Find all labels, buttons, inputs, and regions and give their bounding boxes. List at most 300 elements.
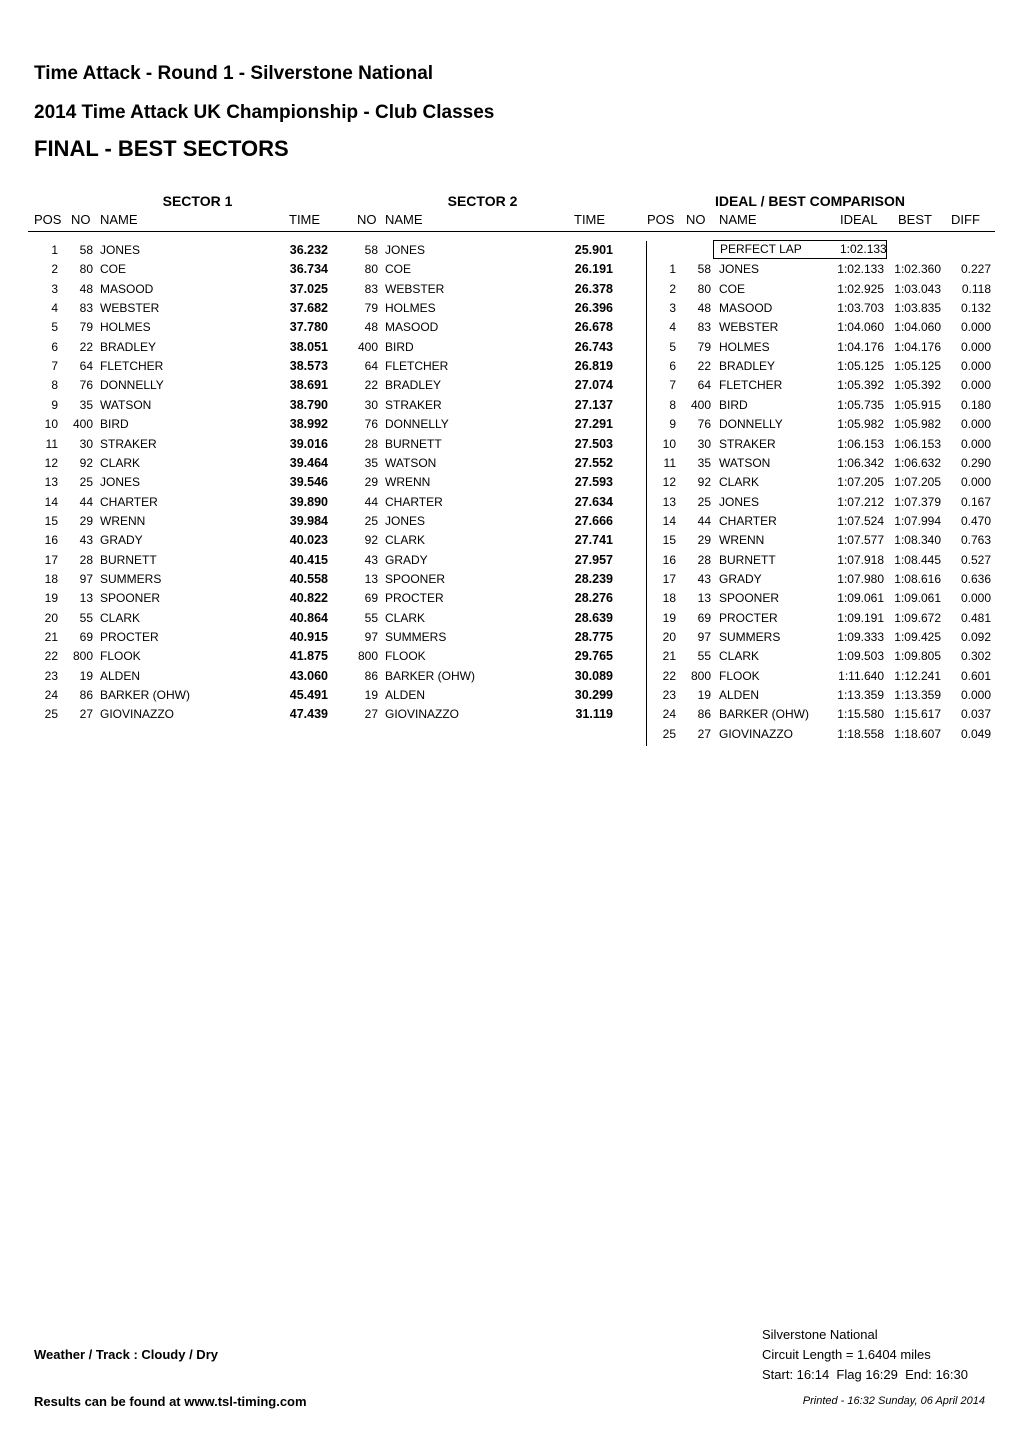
diff-cell: 0.049 bbox=[960, 726, 991, 741]
sector1-time-cell: 41.875 bbox=[289, 649, 328, 664]
driver-name-cell: GIOVINAZZO bbox=[385, 707, 460, 722]
car-number-cell: 44 bbox=[79, 494, 93, 509]
ideal-row bbox=[0, 454, 1024, 473]
sector2-time-cell: 27.291 bbox=[574, 417, 613, 432]
results-link: Results can be found at www.tsl-timing.com bbox=[34, 1394, 307, 1409]
car-number-cell: 92 bbox=[697, 475, 711, 490]
car-number-cell: 86 bbox=[79, 688, 93, 703]
ideal-row bbox=[0, 589, 1024, 608]
car-number-cell: 55 bbox=[697, 649, 711, 664]
car-number-cell: 28 bbox=[79, 552, 93, 567]
driver-name-cell: JONES bbox=[100, 243, 141, 257]
car-number-cell: 55 bbox=[364, 610, 378, 625]
position-cell: 1 bbox=[51, 243, 58, 257]
sector2-time-cell: 26.396 bbox=[574, 301, 613, 316]
position-cell: 15 bbox=[662, 533, 676, 548]
ideal-row bbox=[0, 512, 1024, 531]
driver-name-cell: CHARTER bbox=[385, 494, 443, 509]
position-cell: 4 bbox=[51, 301, 58, 316]
car-number-cell: 800 bbox=[690, 668, 711, 683]
car-number-cell: 58 bbox=[697, 262, 711, 277]
driver-name-cell: BURNETT bbox=[100, 552, 157, 567]
car-number-cell: 48 bbox=[364, 320, 378, 335]
car-number-cell: 86 bbox=[364, 668, 378, 683]
sector2-time-cell: 25.901 bbox=[574, 243, 613, 257]
car-number-cell: 92 bbox=[364, 533, 378, 548]
diff-cell: 0.167 bbox=[960, 494, 991, 509]
best-time-cell: 1:13.359 bbox=[894, 688, 941, 703]
driver-name-cell: MASOOD bbox=[385, 320, 439, 335]
col-header-name-s2: NAME bbox=[385, 212, 423, 227]
car-number-cell: 30 bbox=[697, 436, 711, 451]
position-cell: 9 bbox=[669, 417, 676, 432]
driver-name-cell: ALDEN bbox=[719, 688, 760, 703]
perfect-lap-value: 1:02.133 bbox=[840, 242, 887, 256]
position-cell: 25 bbox=[44, 707, 58, 722]
best-time-cell: 1:07.379 bbox=[894, 494, 941, 509]
driver-name-cell: CHARTER bbox=[100, 494, 158, 509]
diff-cell: 0.470 bbox=[960, 513, 991, 528]
ideal-row bbox=[0, 396, 1024, 415]
diff-cell: 0.180 bbox=[960, 397, 991, 412]
driver-name-cell: STRAKER bbox=[100, 436, 157, 451]
best-time-cell: 1:06.153 bbox=[894, 436, 941, 451]
car-number-cell: 13 bbox=[79, 591, 93, 606]
position-cell: 19 bbox=[44, 591, 58, 606]
car-number-cell: 80 bbox=[364, 262, 378, 277]
ideal-time-cell: 1:06.342 bbox=[837, 455, 884, 470]
driver-name-cell: MASOOD bbox=[719, 301, 773, 316]
best-time-cell: 1:07.205 bbox=[894, 475, 941, 490]
diff-cell: 0.000 bbox=[960, 417, 991, 432]
sector1-time-cell: 40.558 bbox=[289, 571, 328, 586]
sector2-time-cell: 26.378 bbox=[574, 281, 613, 296]
driver-name-cell: FLOOK bbox=[385, 649, 426, 664]
header-rule bbox=[28, 231, 995, 232]
ideal-time-cell: 1:07.577 bbox=[837, 533, 884, 548]
car-number-cell: 69 bbox=[697, 610, 711, 625]
position-cell: 13 bbox=[662, 494, 676, 509]
car-number-cell: 19 bbox=[697, 688, 711, 703]
ideal-time-cell: 1:03.703 bbox=[837, 301, 884, 316]
sector1-time-cell: 37.025 bbox=[289, 281, 328, 296]
best-time-cell: 1:03.043 bbox=[894, 281, 941, 296]
driver-name-cell: HOLMES bbox=[100, 320, 151, 335]
car-number-cell: 79 bbox=[79, 320, 93, 335]
sector2-time-cell: 28.276 bbox=[574, 591, 613, 606]
sector2-time-cell: 28.639 bbox=[574, 610, 613, 625]
driver-name-cell: BRADLEY bbox=[385, 378, 442, 393]
driver-name-cell: SUMMERS bbox=[385, 630, 447, 644]
sector2-time-cell: 28.775 bbox=[574, 630, 613, 644]
position-cell: 12 bbox=[662, 475, 676, 490]
driver-name-cell: FLOOK bbox=[100, 649, 141, 664]
car-number-cell: 35 bbox=[79, 397, 93, 412]
driver-name-cell: STRAKER bbox=[385, 397, 442, 412]
position-cell: 19 bbox=[662, 610, 676, 625]
car-number-cell: 43 bbox=[697, 571, 711, 586]
col-header-time-s2: TIME bbox=[574, 212, 606, 227]
best-time-cell: 1:12.241 bbox=[894, 668, 941, 683]
driver-name-cell: PROCTER bbox=[100, 630, 159, 644]
col-header-no: NO bbox=[71, 212, 91, 227]
section-sector2-heading: SECTOR 2 bbox=[447, 193, 518, 209]
sector2-time-cell: 27.552 bbox=[574, 455, 613, 470]
car-number-cell: 76 bbox=[364, 417, 378, 432]
position-cell: 2 bbox=[51, 262, 58, 277]
position-cell: 20 bbox=[44, 610, 58, 625]
driver-name-cell: SUMMERS bbox=[100, 571, 162, 586]
car-number-cell: 83 bbox=[364, 281, 378, 296]
car-number-cell: 800 bbox=[357, 649, 378, 664]
printed-stamp: Printed - 16:32 Sunday, 06 April 2014 bbox=[802, 1395, 985, 1407]
driver-name-cell: GRADY bbox=[100, 533, 143, 548]
sector2-time-cell: 26.819 bbox=[574, 359, 613, 374]
best-time-cell: 1:05.982 bbox=[894, 417, 941, 432]
position-cell: 11 bbox=[45, 436, 58, 451]
position-cell: 24 bbox=[662, 707, 676, 722]
ideal-time-cell: 1:02.133 bbox=[837, 262, 884, 277]
diff-cell: 0.302 bbox=[960, 649, 991, 664]
position-cell: 1 bbox=[669, 262, 676, 277]
driver-name-cell: DONNELLY bbox=[385, 417, 449, 432]
sector2-time-cell: 30.089 bbox=[574, 668, 613, 683]
sector1-time-cell: 40.822 bbox=[289, 591, 328, 606]
col-header-no-s2: NO bbox=[357, 212, 377, 227]
col-header-best: BEST bbox=[898, 212, 932, 227]
sector1-time-cell: 47.439 bbox=[289, 707, 328, 722]
driver-name-cell: SUMMERS bbox=[719, 630, 781, 644]
sector1-time-cell: 39.464 bbox=[289, 455, 328, 470]
sector2-time-cell: 27.634 bbox=[574, 494, 613, 509]
ideal-row bbox=[0, 435, 1024, 454]
circuit-name: Silverstone National bbox=[762, 1327, 878, 1342]
position-cell: 10 bbox=[44, 417, 58, 432]
car-number-cell: 27 bbox=[79, 707, 93, 722]
car-number-cell: 400 bbox=[357, 339, 378, 354]
position-cell: 6 bbox=[51, 339, 58, 354]
car-number-cell: 48 bbox=[697, 301, 711, 316]
car-number-cell: 97 bbox=[79, 571, 93, 586]
car-number-cell: 13 bbox=[364, 571, 378, 586]
car-number-cell: 69 bbox=[364, 591, 378, 606]
car-number-cell: 29 bbox=[697, 533, 711, 548]
sector1-time-cell: 38.790 bbox=[289, 397, 328, 412]
ideal-time-cell: 1:05.125 bbox=[837, 359, 884, 374]
car-number-cell: 19 bbox=[79, 668, 93, 683]
sector1-time-cell: 39.890 bbox=[289, 494, 328, 509]
sector1-time-cell: 40.415 bbox=[289, 552, 328, 567]
best-time-cell: 1:05.125 bbox=[894, 359, 941, 374]
ideal-time-cell: 1:09.503 bbox=[837, 649, 884, 664]
driver-name-cell: COE bbox=[719, 281, 746, 296]
car-number-cell: 22 bbox=[697, 359, 711, 374]
ideal-row bbox=[0, 338, 1024, 357]
driver-name-cell: STRAKER bbox=[719, 436, 776, 451]
col-header-pos: POS bbox=[34, 212, 62, 227]
ideal-time-cell: 1:13.359 bbox=[837, 688, 884, 703]
position-cell: 16 bbox=[662, 552, 676, 567]
diff-cell: 0.000 bbox=[960, 378, 991, 393]
car-number-cell: 400 bbox=[72, 417, 93, 432]
driver-name-cell: FLETCHER bbox=[100, 359, 164, 374]
ideal-time-cell: 1:05.735 bbox=[837, 397, 884, 412]
ideal-time-cell: 1:09.191 bbox=[837, 610, 884, 625]
driver-name-cell: WATSON bbox=[385, 455, 437, 470]
driver-name-cell: WEBSTER bbox=[719, 320, 779, 335]
driver-name-cell: WATSON bbox=[719, 455, 771, 470]
position-cell: 22 bbox=[44, 649, 58, 664]
car-number-cell: 400 bbox=[690, 397, 711, 412]
diff-cell: 0.527 bbox=[960, 552, 991, 567]
driver-name-cell: WATSON bbox=[100, 397, 152, 412]
car-number-cell: 92 bbox=[79, 455, 93, 470]
car-number-cell: 83 bbox=[697, 320, 711, 335]
driver-name-cell: JONES bbox=[100, 475, 141, 490]
driver-name-cell: BRADLEY bbox=[719, 359, 776, 374]
best-time-cell: 1:08.616 bbox=[894, 571, 941, 586]
sector1-time-cell: 39.016 bbox=[289, 436, 328, 451]
driver-name-cell: WRENN bbox=[100, 513, 146, 528]
best-time-cell: 1:18.607 bbox=[894, 726, 941, 741]
car-number-cell: 64 bbox=[79, 359, 93, 374]
sector1-time-cell: 37.780 bbox=[289, 320, 328, 335]
sector2-time-cell: 27.666 bbox=[574, 513, 613, 528]
sector1-time-cell: 38.691 bbox=[289, 378, 328, 393]
ideal-time-cell: 1:11.640 bbox=[838, 668, 884, 683]
driver-name-cell: GRADY bbox=[385, 552, 428, 567]
driver-name-cell: HOLMES bbox=[385, 301, 436, 316]
best-time-cell: 1:04.060 bbox=[894, 320, 941, 335]
car-number-cell: 27 bbox=[364, 707, 378, 722]
position-cell: 20 bbox=[662, 630, 676, 644]
driver-name-cell: BARKER (OHW) bbox=[719, 707, 809, 722]
sector2-time-cell: 30.299 bbox=[574, 688, 613, 703]
car-number-cell: 19 bbox=[364, 688, 378, 703]
car-number-cell: 30 bbox=[364, 397, 378, 412]
ideal-row bbox=[0, 609, 1024, 628]
driver-name-cell: BARKER (OHW) bbox=[100, 688, 190, 703]
sector1-time-cell: 38.573 bbox=[289, 359, 328, 374]
ideal-time-cell: 1:02.925 bbox=[837, 281, 884, 296]
best-time-cell: 1:09.425 bbox=[894, 630, 941, 644]
ideal-row bbox=[0, 299, 1024, 318]
diff-cell: 0.481 bbox=[960, 610, 991, 625]
col-header-ideal: IDEAL bbox=[840, 212, 878, 227]
col-header-time: TIME bbox=[289, 212, 321, 227]
position-cell: 6 bbox=[669, 359, 676, 374]
car-number-cell: 35 bbox=[697, 455, 711, 470]
ideal-time-cell: 1:15.580 bbox=[837, 707, 884, 722]
ideal-time-cell: 1:09.333 bbox=[837, 630, 884, 644]
ideal-time-cell: 1:04.176 bbox=[837, 339, 884, 354]
sector1-time-cell: 36.232 bbox=[289, 243, 328, 257]
col-header-no-ideal: NO bbox=[686, 212, 706, 227]
ideal-row bbox=[0, 280, 1024, 299]
driver-name-cell: FLOOK bbox=[719, 668, 760, 683]
diff-cell: 0.000 bbox=[960, 320, 991, 335]
driver-name-cell: DONNELLY bbox=[100, 378, 164, 393]
sector1-time-cell: 39.984 bbox=[289, 513, 328, 528]
driver-name-cell: CLARK bbox=[100, 455, 141, 470]
position-cell: 18 bbox=[44, 571, 58, 586]
best-time-cell: 1:08.445 bbox=[894, 552, 941, 567]
sector2-time-cell: 27.137 bbox=[574, 397, 613, 412]
car-number-cell: 44 bbox=[364, 494, 378, 509]
ideal-time-cell: 1:04.060 bbox=[837, 320, 884, 335]
ideal-row bbox=[0, 551, 1024, 570]
driver-name-cell: JONES bbox=[719, 494, 760, 509]
ideal-row bbox=[0, 493, 1024, 512]
position-cell: 22 bbox=[662, 668, 676, 683]
ideal-time-cell: 1:05.982 bbox=[837, 417, 884, 432]
driver-name-cell: WEBSTER bbox=[100, 301, 160, 316]
ideal-row bbox=[0, 531, 1024, 550]
best-time-cell: 1:04.176 bbox=[894, 339, 941, 354]
position-cell: 14 bbox=[44, 494, 58, 509]
driver-name-cell: WEBSTER bbox=[385, 281, 445, 296]
car-number-cell: 28 bbox=[697, 552, 711, 567]
driver-name-cell: CLARK bbox=[719, 475, 760, 490]
position-cell: 8 bbox=[51, 378, 58, 393]
driver-name-cell: COE bbox=[385, 262, 412, 277]
position-cell: 24 bbox=[44, 688, 58, 703]
title-championship: 2014 Time Attack UK Championship - Club Classes bbox=[34, 102, 495, 123]
diff-cell: 0.601 bbox=[960, 668, 991, 683]
driver-name-cell: CLARK bbox=[385, 610, 426, 625]
car-number-cell: 30 bbox=[79, 436, 93, 451]
car-number-cell: 55 bbox=[79, 610, 93, 625]
position-cell: 18 bbox=[662, 591, 676, 606]
position-cell: 14 bbox=[662, 513, 676, 528]
position-cell: 8 bbox=[669, 397, 676, 412]
car-number-cell: 97 bbox=[364, 630, 378, 644]
driver-name-cell: BIRD bbox=[100, 417, 129, 432]
car-number-cell: 58 bbox=[79, 243, 93, 257]
title-event: Time Attack - Round 1 - Silverstone National bbox=[34, 63, 434, 84]
ideal-time-cell: 1:07.524 bbox=[837, 513, 884, 528]
table-row bbox=[0, 241, 1024, 260]
diff-cell: 0.290 bbox=[960, 455, 991, 470]
section-sector1-heading: SECTOR 1 bbox=[162, 193, 233, 209]
car-number-cell: 86 bbox=[697, 707, 711, 722]
ideal-row bbox=[0, 260, 1024, 279]
sector2-time-cell: 26.678 bbox=[574, 320, 613, 335]
position-cell: 13 bbox=[44, 475, 58, 490]
circuit-length: Circuit Length = 1.6404 miles bbox=[762, 1347, 931, 1362]
position-cell: 12 bbox=[44, 455, 58, 470]
sector2-time-cell: 27.503 bbox=[574, 436, 613, 451]
driver-name-cell: BURNETT bbox=[385, 436, 442, 451]
diff-cell: 0.132 bbox=[960, 301, 991, 316]
driver-name-cell: MASOOD bbox=[100, 281, 154, 296]
driver-name-cell: WRENN bbox=[385, 475, 431, 490]
car-number-cell: 25 bbox=[697, 494, 711, 509]
driver-name-cell: SPOONER bbox=[100, 591, 161, 606]
car-number-cell: 43 bbox=[79, 533, 93, 548]
driver-name-cell: DONNELLY bbox=[719, 417, 783, 432]
car-number-cell: 48 bbox=[79, 281, 93, 296]
sector1-time-cell: 43.060 bbox=[289, 668, 328, 683]
ideal-time-cell: 1:18.558 bbox=[837, 726, 884, 741]
driver-name-cell: COE bbox=[100, 262, 127, 277]
position-cell: 11 bbox=[663, 455, 676, 470]
car-number-cell: 44 bbox=[697, 513, 711, 528]
car-number-cell: 76 bbox=[697, 417, 711, 432]
weather-track: Weather / Track : Cloudy / Dry bbox=[34, 1347, 218, 1362]
car-number-cell: 27 bbox=[697, 726, 711, 741]
position-cell: 21 bbox=[44, 630, 58, 644]
col-header-diff: DIFF bbox=[951, 212, 980, 227]
driver-name-cell: JONES bbox=[385, 243, 426, 257]
diff-cell: 0.227 bbox=[960, 262, 991, 277]
ideal-row bbox=[0, 705, 1024, 724]
section-ideal-heading: IDEAL / BEST COMPARISON bbox=[714, 193, 906, 209]
ideal-row bbox=[0, 725, 1024, 744]
car-number-cell: 43 bbox=[364, 552, 378, 567]
col-header-name: NAME bbox=[100, 212, 138, 227]
car-number-cell: 25 bbox=[79, 475, 93, 490]
car-number-cell: 79 bbox=[697, 339, 711, 354]
driver-name-cell: JONES bbox=[385, 513, 426, 528]
driver-name-cell: CLARK bbox=[719, 649, 760, 664]
driver-name-cell: SPOONER bbox=[385, 571, 446, 586]
position-cell: 5 bbox=[51, 320, 58, 335]
position-cell: 7 bbox=[51, 359, 58, 374]
diff-cell: 0.636 bbox=[960, 571, 991, 586]
position-cell: 21 bbox=[662, 649, 676, 664]
diff-cell: 0.000 bbox=[960, 591, 991, 606]
driver-name-cell: BIRD bbox=[385, 339, 414, 354]
sector2-time-cell: 27.741 bbox=[574, 533, 613, 548]
car-number-cell: 28 bbox=[364, 436, 378, 451]
car-number-cell: 58 bbox=[364, 243, 378, 257]
driver-name-cell: PROCTER bbox=[719, 610, 778, 625]
position-cell: 4 bbox=[669, 320, 676, 335]
driver-name-cell: GRADY bbox=[719, 571, 762, 586]
driver-name-cell: FLETCHER bbox=[385, 359, 449, 374]
car-number-cell: 29 bbox=[79, 513, 93, 528]
ideal-row bbox=[0, 376, 1024, 395]
ideal-row bbox=[0, 667, 1024, 686]
best-time-cell: 1:09.061 bbox=[894, 591, 941, 606]
position-cell: 17 bbox=[662, 571, 676, 586]
sector2-time-cell: 27.074 bbox=[574, 378, 613, 393]
position-cell: 5 bbox=[669, 339, 676, 354]
sector2-time-cell: 26.191 bbox=[574, 262, 613, 277]
diff-cell: 0.037 bbox=[960, 707, 991, 722]
position-cell: 16 bbox=[44, 533, 58, 548]
best-time-cell: 1:09.805 bbox=[894, 649, 941, 664]
position-cell: 10 bbox=[662, 436, 676, 451]
ideal-row bbox=[0, 415, 1024, 434]
driver-name-cell: CLARK bbox=[100, 610, 141, 625]
sector1-time-cell: 45.491 bbox=[289, 688, 328, 703]
driver-name-cell: CHARTER bbox=[719, 513, 777, 528]
car-number-cell: 64 bbox=[697, 378, 711, 393]
sector2-time-cell: 26.743 bbox=[574, 339, 613, 354]
col-header-name-ideal: NAME bbox=[719, 212, 757, 227]
driver-name-cell: BIRD bbox=[719, 397, 748, 412]
car-number-cell: 79 bbox=[364, 301, 378, 316]
position-cell: 25 bbox=[662, 726, 676, 741]
sector1-time-cell: 40.915 bbox=[289, 630, 328, 644]
driver-name-cell: BARKER (OHW) bbox=[385, 668, 475, 683]
best-time-cell: 1:08.340 bbox=[894, 533, 941, 548]
best-time-cell: 1:09.672 bbox=[894, 610, 941, 625]
position-cell: 23 bbox=[44, 668, 58, 683]
title-report: FINAL - BEST SECTORS bbox=[34, 136, 289, 161]
